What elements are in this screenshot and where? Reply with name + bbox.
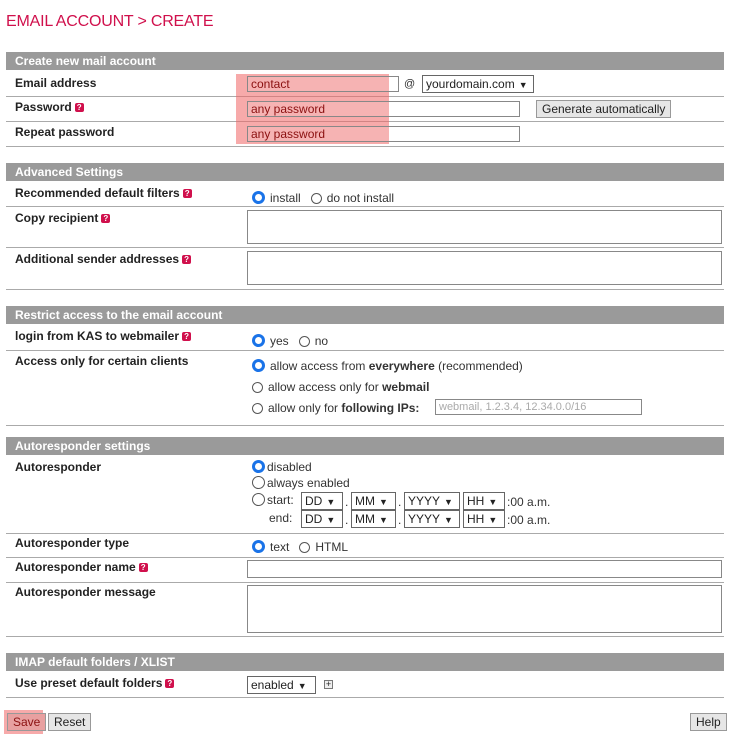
email-address-label: Email address (15, 76, 97, 90)
end-suffix: :00 a.m. (507, 513, 551, 527)
page-title: EMAIL ACCOUNT > CREATE (6, 13, 214, 30)
yes-label: yes (270, 334, 289, 348)
preset-folders-text: Use preset default folders (15, 676, 163, 690)
dot: . (345, 495, 349, 509)
additional-sender-label (15, 252, 191, 266)
help-icon[interactable]: ? (183, 189, 192, 198)
email-local-input[interactable]: contact (247, 76, 399, 92)
dd: DD (305, 512, 323, 526)
autoresponder-start-option[interactable] (252, 493, 294, 507)
login-radio-group (252, 334, 328, 348)
no-label: no (314, 334, 329, 348)
preset-folders-label (15, 676, 174, 690)
autoresponder-message-label: Autoresponder message (15, 585, 156, 599)
chevron-down-icon: ▼ (444, 515, 453, 525)
start-hour-select[interactable] (463, 492, 505, 510)
opt2-text: allow access only for (268, 380, 379, 394)
chevron-down-icon: ▼ (326, 515, 336, 525)
chevron-down-icon: ▼ (379, 515, 388, 525)
certain-clients-label: Access only for certain clients (15, 354, 189, 368)
dot: . (345, 513, 349, 527)
radio-everywhere[interactable] (252, 359, 265, 372)
autoresponder-type-label: Autoresponder type (15, 536, 130, 550)
radio-start[interactable] (252, 493, 265, 506)
autoresponder-name-label (15, 560, 148, 574)
default-filters-text: Recommended default filters (15, 186, 180, 200)
password-input[interactable]: any password (247, 101, 520, 117)
ips-input[interactable]: webmail, 1.2.3.4, 12.34.0.0/16 (435, 399, 642, 415)
section-header-advanced: Advanced Settings (6, 163, 724, 181)
mm: MM (355, 494, 375, 508)
radio-webmail[interactable] (252, 382, 263, 393)
copy-recipient-label (15, 211, 110, 225)
opt3-bold: following IPs: (341, 401, 420, 415)
at-sign: @ (404, 78, 416, 90)
section-header-create: Create new mail account (6, 52, 724, 70)
autoresponder-disabled-option[interactable] (252, 460, 312, 474)
password-label (15, 100, 84, 114)
chevron-down-icon: ▼ (518, 80, 528, 90)
end-hour-select[interactable] (463, 510, 505, 528)
repeat-password-input[interactable]: any password (247, 126, 520, 142)
repeat-password-label: Repeat password (15, 125, 115, 139)
chevron-down-icon: ▼ (297, 681, 307, 691)
radio-text[interactable] (252, 540, 265, 553)
chevron-down-icon: ▼ (488, 497, 498, 507)
divider (6, 533, 724, 534)
login-kas-label (15, 329, 191, 343)
domain-select[interactable] (422, 75, 534, 93)
mm: MM (355, 512, 375, 526)
generate-automatically-button[interactable]: Generate automatically (536, 100, 671, 118)
autoresponder-name-input[interactable] (247, 560, 722, 578)
divider (6, 425, 724, 426)
start-year-select[interactable] (404, 492, 460, 510)
autoresponder-message-textarea[interactable] (247, 585, 722, 633)
radio-no[interactable] (299, 336, 310, 347)
section-header-restrict: Restrict access to the email account (6, 306, 724, 324)
opt3-text: allow only for (268, 401, 339, 415)
radio-html[interactable] (299, 542, 310, 553)
html-label: HTML (315, 540, 349, 554)
radio-ips[interactable] (252, 403, 263, 414)
access-webmail-option[interactable] (252, 380, 429, 394)
reset-button[interactable]: Reset (48, 713, 91, 731)
divider (6, 206, 724, 207)
radio-always[interactable] (252, 476, 265, 489)
folders-value: enabled (251, 678, 294, 692)
always-label: always enabled (267, 476, 350, 490)
dot: . (398, 513, 402, 527)
help-icon[interactable]: ? (75, 103, 84, 112)
section-header-autoresponder: Autoresponder settings (6, 437, 724, 455)
start-suffix: :00 a.m. (507, 495, 551, 509)
divider (6, 247, 724, 248)
end-year-select[interactable] (404, 510, 460, 528)
help-icon[interactable]: ? (101, 214, 110, 223)
copy-recipient-textarea[interactable] (247, 210, 722, 244)
chevron-down-icon: ▼ (444, 497, 453, 507)
end-month-select[interactable] (351, 510, 396, 528)
password-label-text: Password (15, 100, 72, 114)
opt1-bold: everywhere (368, 359, 435, 373)
radio-yes[interactable] (252, 334, 265, 347)
opt1-text: allow access from (270, 359, 366, 373)
expand-plus-icon[interactable]: + (325, 679, 332, 689)
start-month-select[interactable] (351, 492, 396, 510)
opt2-bold: webmail (382, 380, 430, 394)
divider (6, 582, 724, 583)
help-icon[interactable]: ? (182, 255, 191, 264)
domain-value: yourdomain.com (426, 77, 515, 91)
dd: DD (305, 494, 323, 508)
start-label: start: (267, 493, 294, 507)
additional-sender-textarea[interactable] (247, 251, 722, 285)
yyyy: YYYY (408, 494, 441, 508)
help-icon[interactable]: ? (182, 332, 191, 341)
text-label: text (270, 540, 290, 554)
help-icon[interactable]: ? (139, 563, 148, 572)
type-radio-group (252, 540, 348, 554)
radio-install[interactable] (252, 191, 265, 204)
divider (6, 557, 724, 558)
additional-sender-text: Additional sender addresses (15, 252, 180, 266)
opt1-note: (recommended) (438, 359, 523, 373)
divider (6, 697, 724, 698)
end-label: end: (269, 511, 293, 525)
end-day-select[interactable] (301, 510, 343, 528)
chevron-down-icon: ▼ (488, 515, 498, 525)
hh: HH (467, 512, 485, 526)
do-not-install-label: do not install (326, 191, 395, 205)
help-button[interactable]: Help (690, 713, 727, 731)
preset-folders-select[interactable] (247, 676, 316, 694)
save-button[interactable]: Save (7, 713, 46, 731)
access-everywhere-option[interactable] (252, 359, 523, 373)
filters-radio-group (252, 191, 394, 205)
default-filters-label (15, 186, 192, 200)
divider (6, 350, 724, 351)
copy-recipient-text: Copy recipient (15, 211, 99, 225)
radio-disabled[interactable] (252, 460, 265, 473)
start-day-select[interactable] (301, 492, 343, 510)
chevron-down-icon: ▼ (326, 497, 336, 507)
install-label: install (270, 191, 301, 205)
disabled-label: disabled (267, 460, 312, 474)
divider (6, 289, 724, 290)
yyyy: YYYY (408, 512, 441, 526)
divider (6, 636, 724, 637)
chevron-down-icon: ▼ (379, 497, 388, 507)
dot: . (398, 495, 402, 509)
autoresponder-label: Autoresponder (15, 460, 102, 474)
section-header-imap: IMAP default folders / XLIST (6, 653, 724, 671)
help-icon[interactable]: ? (165, 679, 174, 688)
autoresponder-name-text: Autoresponder name (15, 560, 136, 574)
access-ips-option[interactable] (252, 401, 419, 415)
autoresponder-always-option[interactable] (252, 476, 350, 490)
hh: HH (467, 494, 485, 508)
login-kas-text: login from KAS to webmailer (15, 329, 180, 343)
radio-do-not-install[interactable] (311, 193, 322, 204)
divider (6, 146, 724, 147)
